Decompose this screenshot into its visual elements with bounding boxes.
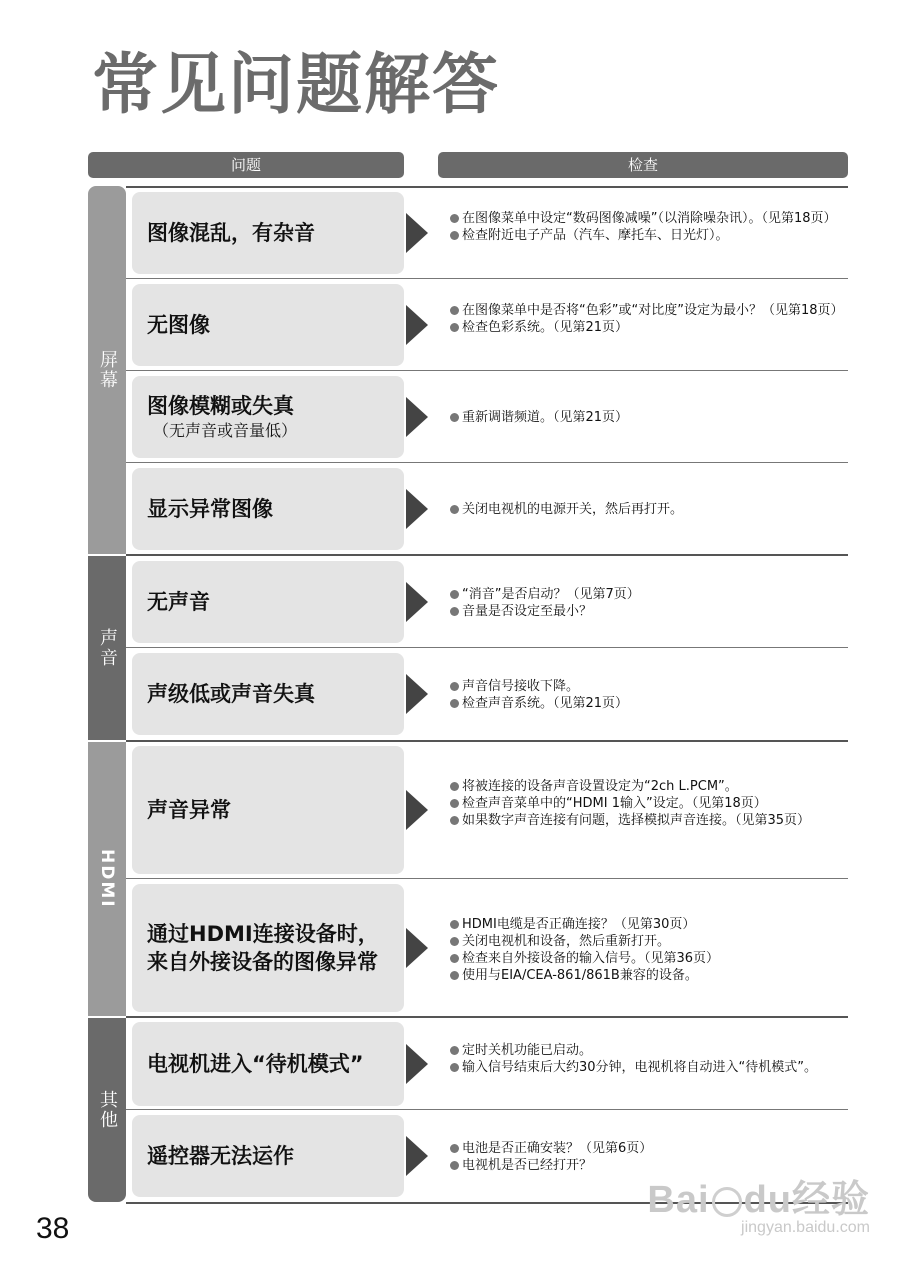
check-item: 在图像菜单中设定“数码图像减噪”（以消除噪杂讯）。（见第18页） — [450, 210, 850, 227]
check-item: 音量是否设定至最小？ — [450, 603, 850, 620]
arrow-icon — [406, 213, 428, 253]
question-text: 无声音 — [147, 589, 210, 614]
arrow-icon — [406, 674, 428, 714]
check-list — [450, 778, 850, 829]
question-column-header: 问题 — [88, 152, 404, 178]
question-box — [132, 284, 404, 366]
category-other: 其他 — [88, 1018, 126, 1202]
check-list — [450, 302, 850, 336]
category-sound: 声音 — [88, 556, 126, 740]
check-item: HDMI电缆是否正确连接？（见第30页） — [450, 916, 850, 933]
section-separator — [126, 554, 848, 556]
arrow-icon — [406, 305, 428, 345]
check-column-header: 检查 — [438, 152, 848, 178]
question-box — [132, 1115, 404, 1197]
check-item: 重新调谐频道。（见第21页） — [450, 409, 850, 426]
check-item: 检查声音菜单中的“HDMI 1输入”设定。（见第18页） — [450, 795, 850, 812]
check-list — [450, 586, 850, 620]
check-item: 电池是否正确安装？（见第6页） — [450, 1140, 850, 1157]
arrow-icon — [406, 489, 428, 529]
section-separator — [126, 1016, 848, 1018]
question-text: 显示异常图像 — [147, 496, 273, 521]
check-item: 在图像菜单中是否将“色彩”或“对比度”设定为最小？（见第18页） — [450, 302, 850, 319]
check-item: 检查附近电子产品（汽车、摩托车、日光灯）。 — [450, 227, 850, 244]
question-subtext: （无声音或音量低） — [153, 421, 298, 441]
check-item: 检查来自外接设备的输入信号。（见第36页） — [450, 950, 850, 967]
page-title: 常见问题解答 — [92, 46, 500, 123]
arrow-icon — [406, 1136, 428, 1176]
check-item: 关闭电视机和设备，然后重新打开。 — [450, 933, 850, 950]
question-box — [132, 192, 404, 274]
row-separator — [126, 1109, 848, 1110]
row-separator — [126, 462, 848, 463]
check-item: 检查声音系统。（见第21页） — [450, 695, 850, 712]
watermark-url: jingyan.baidu.com — [741, 1219, 870, 1236]
section-separator — [126, 740, 848, 742]
row-separator — [126, 186, 848, 188]
category-hdmi: HDMI — [88, 742, 126, 1016]
question-box — [132, 1022, 404, 1106]
question-text: 电视机进入“待机模式” — [147, 1051, 364, 1076]
question-text: 图像模糊或失真 — [147, 394, 294, 419]
watermark-brand-right: du经验 — [743, 1179, 870, 1221]
check-item: “消音”是否启动？（见第7页） — [450, 586, 850, 603]
question-box — [132, 884, 404, 1012]
watermark — [647, 1168, 870, 1237]
question-text: 声级低或声音失真 — [147, 681, 315, 706]
question-box — [132, 468, 404, 550]
check-item: 检查色彩系统。（见第21页） — [450, 319, 850, 336]
check-item: 如果数字声音连接有问题，选择模拟声音连接。（见第35页） — [450, 812, 850, 829]
question-text: 无图像 — [147, 312, 210, 337]
check-item: 声音信号接收下降。 — [450, 678, 850, 695]
check-item: 使用与EIA/CEA-861/861B兼容的设备。 — [450, 967, 850, 984]
question-text: 图像混乱，有杂音 — [147, 220, 315, 245]
question-text-line2: 来自外接设备的图像异常 — [147, 950, 378, 974]
question-box — [132, 376, 404, 458]
question-box — [132, 653, 404, 735]
question-text: 通过HDMI连接设备时， — [147, 921, 379, 946]
check-list — [450, 409, 850, 426]
check-item: 输入信号结束后大约30分钟，电视机将自动进入“待机模式”。 — [450, 1059, 850, 1076]
check-list — [450, 501, 850, 518]
paw-icon — [712, 1187, 742, 1217]
arrow-icon — [406, 790, 428, 830]
check-list — [450, 678, 850, 712]
row-separator — [126, 370, 848, 371]
question-box — [132, 746, 404, 874]
check-item: 关闭电视机的电源开关，然后再打开。 — [450, 501, 850, 518]
check-item: 将被连接的设备声音设置设定为“2ch L.PCM”。 — [450, 778, 850, 795]
row-separator — [126, 647, 848, 648]
check-list — [450, 210, 850, 244]
check-item: 电视机是否已经打开？ — [450, 1157, 850, 1174]
row-separator — [126, 278, 848, 279]
check-item: 定时关机功能已启动。 — [450, 1042, 850, 1059]
check-list — [450, 916, 850, 984]
check-list — [450, 1042, 850, 1076]
question-text: 声音异常 — [147, 797, 231, 822]
arrow-icon — [406, 397, 428, 437]
row-separator — [126, 878, 848, 879]
question-box — [132, 561, 404, 643]
arrow-icon — [406, 928, 428, 968]
category-screen: 屏幕 — [88, 186, 126, 554]
arrow-icon — [406, 1044, 428, 1084]
page-number: 38 — [36, 1212, 70, 1245]
question-text: 遥控器无法运作 — [147, 1143, 294, 1168]
watermark-brand-left: Bai — [647, 1179, 710, 1221]
arrow-icon — [406, 582, 428, 622]
